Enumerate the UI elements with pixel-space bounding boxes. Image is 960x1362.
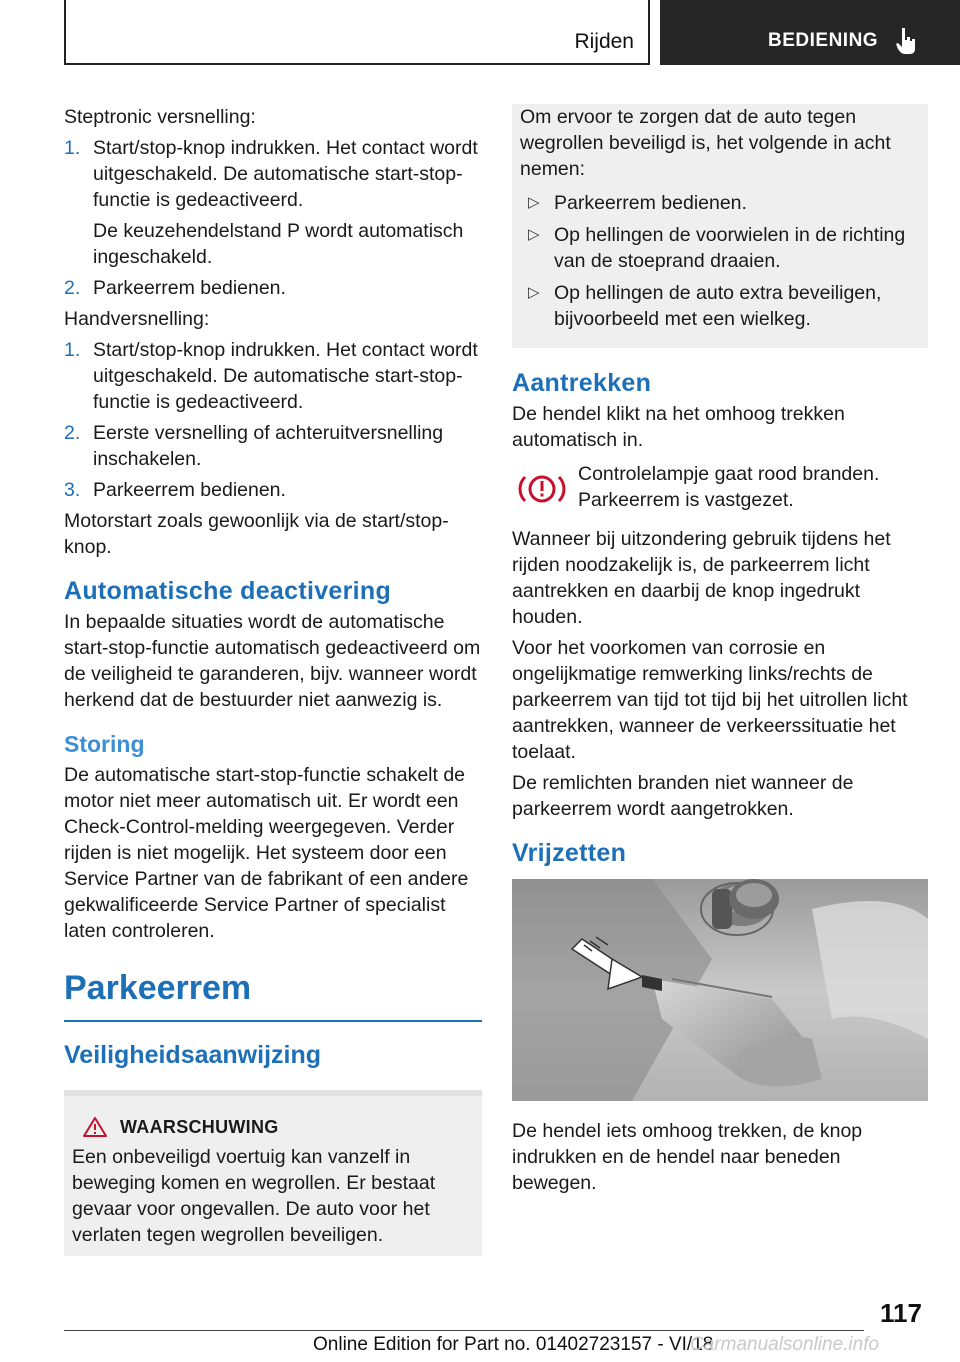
vrijzetten-heading: Vrijzetten — [512, 839, 627, 867]
triangle-bullet-icon: ▷ — [528, 194, 540, 211]
step-number: 1. — [64, 339, 81, 361]
list-item — [520, 280, 920, 332]
parkeerrem-heading: Parkeerrem — [64, 968, 482, 1022]
left-column — [64, 104, 482, 1256]
safety-checklist-box — [512, 104, 928, 348]
pointing-hand-icon — [895, 26, 919, 56]
indicator-lamp-row — [512, 461, 928, 516]
list-item — [64, 420, 482, 472]
list-item — [520, 222, 920, 274]
step-subtext: De keuzehendelstand P wordt automatisch ingeschakeld. — [93, 220, 464, 268]
paragraph-corrosion: Voor het voorkomen van corrosie en ongelijkmatige remwerking links/rechts de parkeerrem van tijd tot tijd bij het uitrollen licht aantrekken, wanneer de verkeerssituatie het toelaat. — [512, 637, 908, 763]
watermark: Carmanualsonline.info — [690, 1334, 880, 1355]
header-chapter-label: BEDIENING — [768, 30, 879, 51]
triangle-bullet-icon: ▷ — [528, 226, 540, 243]
list-item — [64, 337, 482, 415]
checklist — [520, 190, 920, 332]
step-text: Start/stop-knop indrukken. Het contact wordt uitgeschakeld. De automatische start-stop-functie is gedeactiveerd. — [93, 339, 478, 413]
photo-caption: De hendel iets omhoog trekken, de knop indrukken en de hendel naar beneden bewegen. — [512, 1120, 863, 1194]
motorstart-text: Motorstart zoals gewoonlijk via de start/stop-knop. — [64, 510, 449, 558]
warning-box — [64, 1090, 482, 1256]
list-item-text: Op hellingen de auto extra beveiligen, bijvoorbeeld met een wielkeg. — [554, 282, 882, 330]
safety-heading: Veiligheidsaanwijzing — [64, 1041, 322, 1069]
lamp-icon-wrap — [512, 461, 578, 516]
header-section-label: Rijden — [574, 30, 634, 53]
auto-deactivation-text: In bepaalde situaties wordt de automatische start-stop-functie automatisch gedeactiveerd om de veiligheid te garanderen, bijv. wanneer wordt herkend dat de bestuurder niet aanwezig is. — [64, 611, 481, 711]
list-item — [64, 477, 482, 503]
storing-heading: Storing — [64, 731, 145, 757]
step-number: 3. — [64, 479, 81, 501]
warning-triangle-icon — [82, 1116, 108, 1138]
manual-steps — [64, 337, 482, 503]
step-number: 2. — [64, 422, 81, 444]
list-item-text: Parkeerrem bedienen. — [554, 192, 747, 214]
list-item — [64, 275, 482, 301]
step-text: Start/stop-knop indrukken. Het contact wordt uitgeschakeld. De automatische start-stop-functie is gedeactiveerd. — [93, 137, 478, 211]
right-column — [512, 104, 928, 1201]
step-text: Eerste versnelling of achteruitversnelling inschakelen. — [93, 422, 444, 470]
paragraph-brake-lights: De remlichten branden niet wanneer de parkeerrem wordt aangetrokken. — [512, 772, 854, 820]
list-item — [520, 190, 920, 216]
aantrekken-heading: Aantrekken — [512, 369, 652, 397]
header-section-box — [64, 0, 650, 65]
auto-deactivation-heading: Automatische deactivering — [64, 577, 392, 605]
header-chapter-box — [660, 0, 960, 65]
warning-header — [72, 1114, 474, 1140]
warning-title: WAARSCHUWING — [120, 1117, 279, 1137]
checklist-intro: Om ervoor te zorgen dat de auto tegen wegrollen beveiligd is, het volgende in acht nemen: — [520, 106, 891, 180]
brake-warning-lamp-icon — [512, 469, 572, 509]
aantrekken-text: De hendel klikt na het omhoog trekken automatisch in. — [512, 403, 845, 451]
lamp-text: Controlelampje gaat rood branden. Parkeerrem is vastgezet. — [578, 463, 880, 511]
footer-divider — [64, 1330, 864, 1331]
manual-title: Handversnelling: — [64, 308, 210, 330]
steptronic-steps — [64, 135, 482, 301]
edition-text: Online Edition for Part no. 01402723157 - VI/18 — [313, 1334, 714, 1355]
list-item — [64, 135, 482, 270]
warning-text: Een onbeveiligd voertuig kan vanzelf in beweging komen en wegrollen. Er bestaat gevaar voor ongevallen. De auto voor het verlaten tegen wegrollen beveiligen. — [72, 1146, 436, 1246]
step-text: Parkeerrem bedienen. — [93, 277, 286, 299]
paragraph-driving-use: Wanneer bij uitzondering gebruik tijdens het rijden noodzakelijk is, de parkeerrem licht aantrekken en daarbij de knop ingedrukt houden. — [512, 528, 891, 628]
step-text: Parkeerrem bedienen. — [93, 479, 286, 501]
handbrake-photo — [512, 879, 928, 1101]
step-number: 2. — [64, 277, 81, 299]
steptronic-title: Steptronic versnelling: — [64, 106, 256, 128]
list-item-text: Op hellingen de voorwielen in de richting van de stoeprand draaien. — [554, 224, 906, 272]
triangle-bullet-icon: ▷ — [528, 284, 540, 301]
storing-text: De automatische start-stop-functie schakelt de motor niet meer automatisch uit. Er wordt een Check-Control-melding weergegeven. Verder rijden is niet mogelijk. Het systeem door een Service Partner van de fabrikant of een andere gekwalificeerde Service Partner of specialist laten controleren. — [64, 764, 469, 942]
step-number: 1. — [64, 137, 81, 159]
page-number: 117 — [880, 1298, 922, 1328]
